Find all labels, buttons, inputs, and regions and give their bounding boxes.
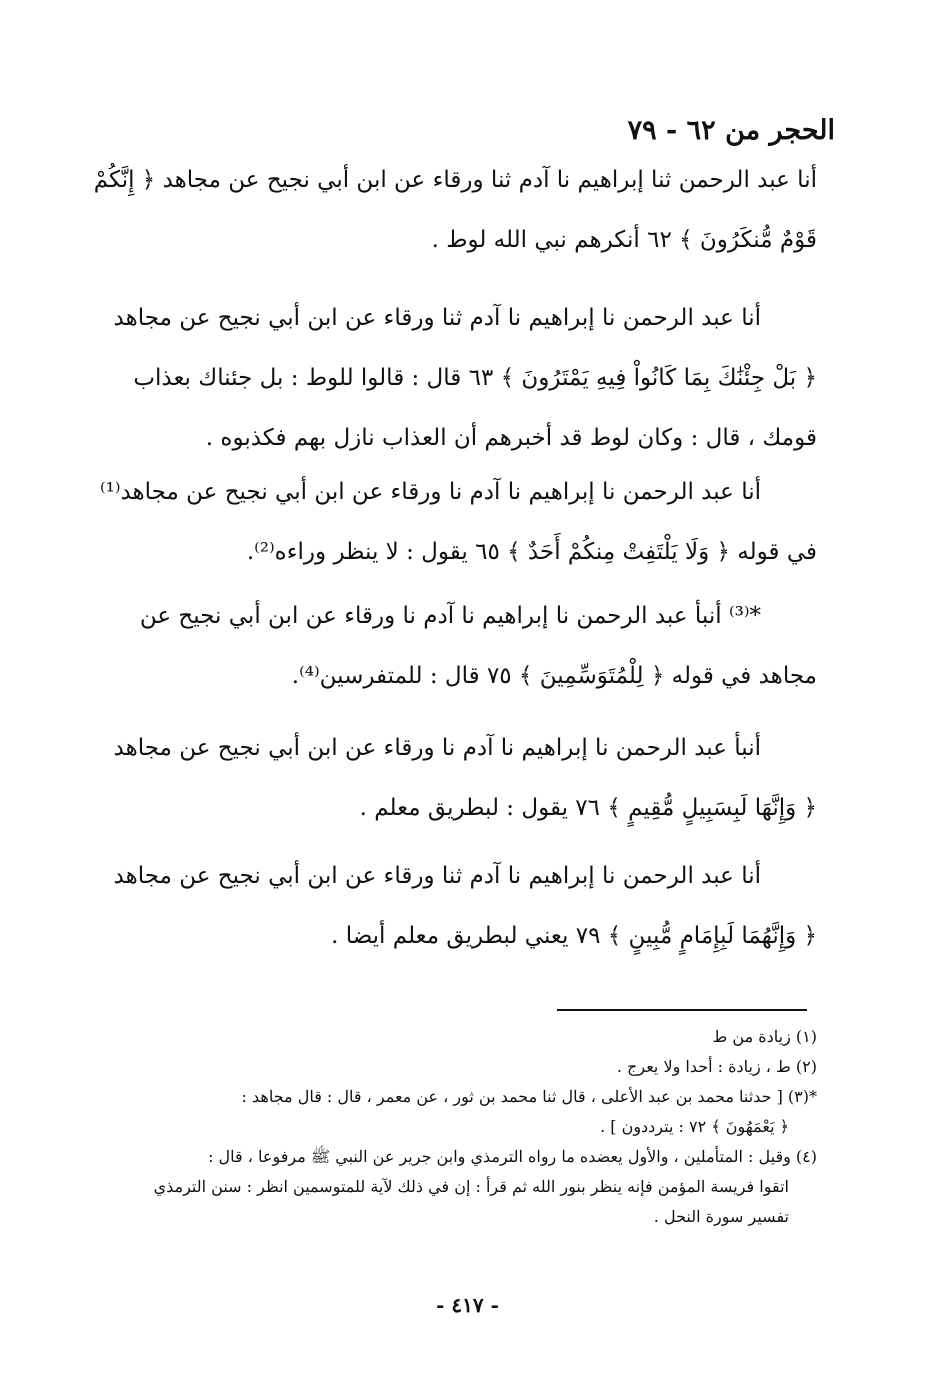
footnote-line: (١) زيادة من ط <box>712 1027 817 1046</box>
paragraph-6 <box>113 846 817 966</box>
paragraph-line: أنا عبد الرحمن نا إبراهيم نا آدم ثنا ورقاء عن ابن أبي نجيح عن مجاهد <box>113 305 761 331</box>
footnote-line: (٤) وقيل : المتأملين ، والأول يعضده ما رواه الترمذي وابن جرير عن النبي ﷺ مرفوعا ، قال : <box>208 1147 817 1166</box>
paragraph-line: ﴿ بَلْ جِئْنَٰكَ بِمَا كَانُواْ فِيهِ يَمْتَرُونَ ﴾ ٦٣ قال : قالوا للوط : بل جئناك بعذاب <box>133 365 817 391</box>
paragraph-line: أنا عبد الرحمن نا إبراهيم نا آدم ثنا ورقاء عن ابن أبي نجيح عن مجاهد <box>113 863 761 889</box>
paragraph-line: في قوله ﴿ وَلَا يَلْتَفِتْ مِنكُمْ أَحَدٌ ﴾ ٦٥ يقول : لا ينظر وراءه⁽²⁾. <box>246 539 817 565</box>
paragraph-line: ﴿ وَإِنَّهَا لَبِسَبِيلٍ مُّقِيمٍ ﴾ ٧٦ يقول : لبطريق معلم . <box>359 795 817 821</box>
footnote-line: تفسير سورة النحل . <box>653 1207 789 1226</box>
paragraph-line: *⁽³⁾ أنبأ عبد الرحمن نا إبراهيم نا آدم نا ورقاء عن ابن أبي نجيح عن <box>139 603 761 629</box>
footnote-2 <box>117 1052 817 1082</box>
paragraph-1 <box>93 150 817 270</box>
paragraph-line: ﴿ وَإِنَّهُمَا لَبِإِمَامٍ مُّبِينٍ ﴾ ٧٩ يعني لبطريق معلم أيضا . <box>331 923 817 949</box>
paragraph-line: قَوْمٌ مُّنكَرُونَ ﴾ ٦٢ أنكرهم نبي الله لوط . <box>431 227 817 253</box>
footnote-line: اتقوا فريسة المؤمن فإنه ينظر بنور الله ثم قرأ : إن في ذلك لآية للمتوسمين انظر : سنن الترمذي <box>153 1177 789 1196</box>
paragraph-4 <box>122 586 817 706</box>
paragraph-3 <box>99 462 817 582</box>
paragraph-line: قومك ، قال : وكان لوط قد أخبرهم أن العذاب نازل بهم فكذبوه . <box>205 425 817 451</box>
footnote-line: *(٣) [ حدثنا محمد بن عبد الأعلى ، قال ثنا محمد بن ثور ، عن معمر ، قال : قال مجاهد : <box>241 1087 817 1106</box>
paragraph-2 <box>113 288 817 468</box>
footnote-4 <box>117 1142 817 1232</box>
paragraph-line: أنا عبد الرحمن ثنا إبراهيم نا آدم ثنا ورقاء عن ابن أبي نجيح عن مجاهد ﴿ إِنَّكُمْ <box>93 167 817 193</box>
footnotes <box>117 1022 817 1232</box>
footnote-line: (٢) ط ، زيادة : أحدا ولا يعرج . <box>616 1057 817 1076</box>
footnote-line: ﴿ يَعْمَهُونَ ﴾ ٧٢ : يترددون ] . <box>600 1117 789 1136</box>
paragraph-line: مجاهد في قوله ﴿ لِلْمُتَوَسِّمِينَ ﴾ ٧٥ قال : للمتفرسين⁽⁴⁾. <box>291 663 817 689</box>
page-number: - ٤١٧ - <box>436 1293 499 1317</box>
footnote-divider <box>557 1009 807 1011</box>
footnote-3 <box>117 1082 817 1142</box>
paragraph-line: أنبأ عبد الرحمن نا إبراهيم نا آدم نا ورقاء عن ابن أبي نجيح عن مجاهد <box>113 735 761 761</box>
footnote-1 <box>117 1022 817 1052</box>
paragraph-line: أنا عبد الرحمن نا إبراهيم نا آدم نا ورقاء عن ابن أبي نجيح عن مجاهد⁽¹⁾ <box>99 479 761 505</box>
paragraph-5 <box>113 718 817 838</box>
page-heading: الحجر من ٦٢ - ٧٩ <box>627 115 835 146</box>
